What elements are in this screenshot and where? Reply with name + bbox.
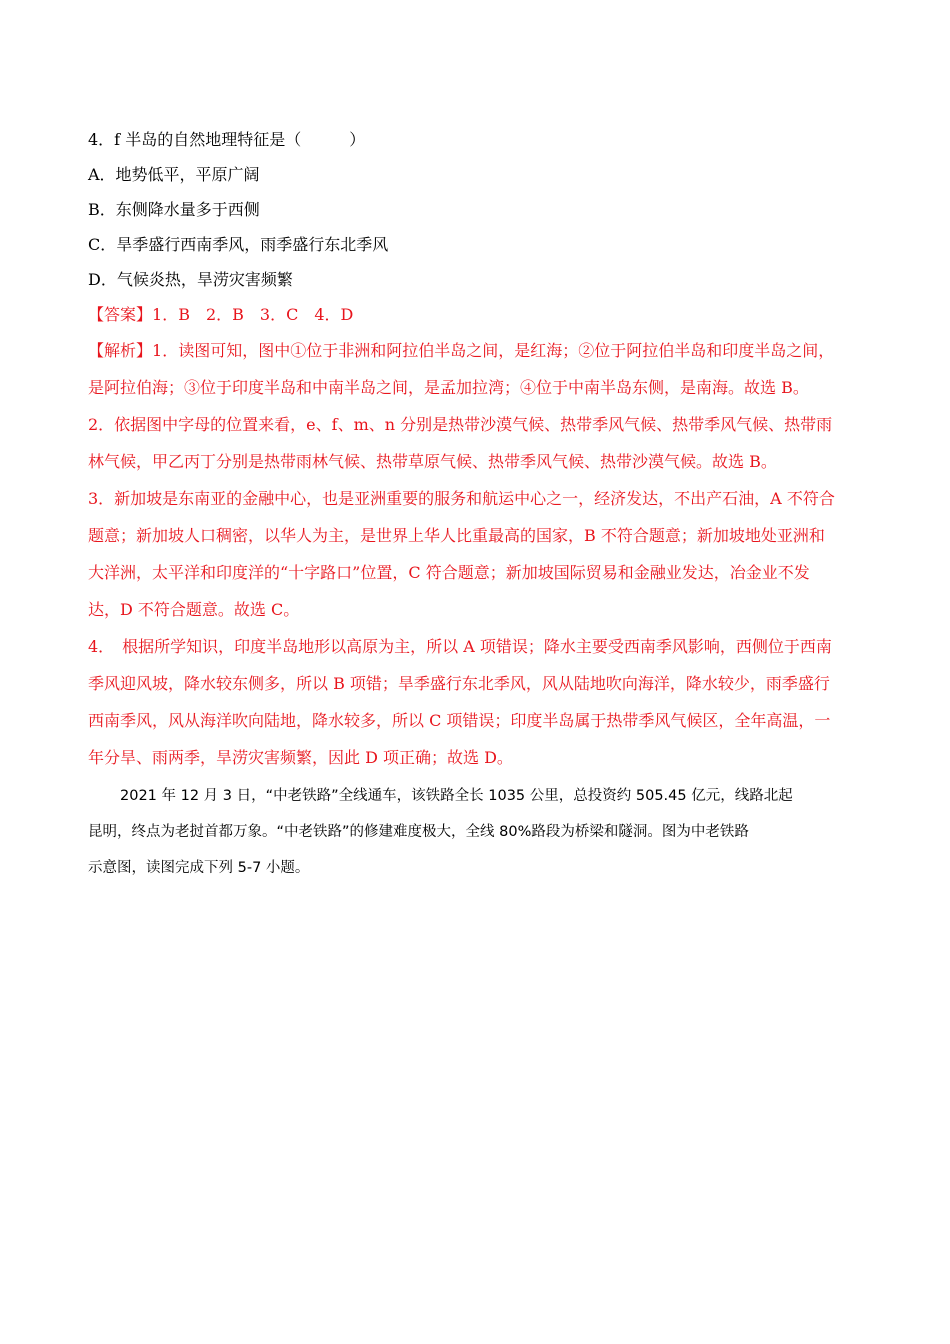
analysis-line-5: 3．新加坡是东南亚的金融中心，也是亚洲重要的服务和航运中心之一，经济发达，不出产石油，A 不符合 bbox=[88, 489, 835, 508]
analysis-line-8: 达，D 不符合题意。故选 C。 bbox=[88, 600, 300, 619]
answer-label: 【答案】 bbox=[88, 305, 153, 324]
answer-text: 1．B 2．B 3．C 4．D bbox=[152, 305, 354, 324]
analysis-line-1: 【解析】1．读图可知，图中①位于非洲和阿拉伯半岛之间，是红海；②位于阿拉伯半岛和印度半岛之间， bbox=[88, 341, 835, 360]
analysis-line-3: 2．依据图中字母的位置来看，e、f、m、n 分别是热带沙漠气候、热带季风气候、热带季风气候、热带雨 bbox=[88, 415, 833, 434]
analysis-line-2: 是阿拉伯海；③位于印度半岛和中南半岛之间，是孟加拉湾；④位于中南半岛东侧，是南海。故选 B。 bbox=[88, 378, 809, 397]
analysis-line-12: 年分旱、雨两季，旱涝灾害频繁，因此 D 项正确；故选 D。 bbox=[88, 748, 513, 767]
question-4-stem: 4．f 半岛的自然地理特征是（ ） bbox=[88, 130, 366, 149]
question-4-option-b: B．东侧降水量多于西侧 bbox=[88, 200, 260, 219]
analysis-label: 【解析】 bbox=[88, 341, 153, 360]
analysis-line-7: 大洋洲，太平洋和印度洋的“十字路口”位置，C 符合题意；新加坡国际贸易和金融业发达，冶金业不发 bbox=[88, 563, 810, 582]
analysis-line-4: 林气候，甲乙丙丁分别是热带雨林气候、热带草原气候、热带季风气候、热带沙漠气候。故选 B。 bbox=[88, 452, 777, 471]
answer-line bbox=[88, 297, 868, 332]
question-4-option-d: D．气候炎热，旱涝灾害频繁 bbox=[88, 270, 293, 289]
material-line-3: 示意图，读图完成下列 5-7 小题。 bbox=[88, 860, 310, 876]
analysis-line-6: 题意；新加坡人口稠密，以华人为主，是世界上华人比重最高的国家，B 不符合题意；新加坡地处亚洲和 bbox=[88, 526, 825, 545]
question-4-option-a: A．地势低平，平原广阔 bbox=[88, 165, 260, 184]
question-4-option-c: C．旱季盛行西南季风，雨季盛行东北季风 bbox=[88, 235, 389, 254]
analysis-line-9: 4． 根据所学知识，印度半岛地形以高原为主，所以 A 项错误；降水主要受西南季风影响，西侧位于西南 bbox=[88, 637, 832, 656]
material-line-1: 2021 年 12 月 3 日，“中老铁路”全线通车，该铁路全长 1035 公里，总投资约 505.45 亿元，线路北起 bbox=[120, 788, 793, 804]
analysis-line-10: 季风迎风坡，降水较东侧多，所以 B 项错；旱季盛行东北季风，风从陆地吹向海洋，降水较少，雨季盛行 bbox=[88, 674, 830, 693]
analysis-line-11: 西南季风，风从海洋吹向陆地，降水较多，所以 C 项错误；印度半岛属于热带季风气候区，全年高温，一 bbox=[88, 711, 831, 730]
material-line-2: 昆明，终点为老挝首都万象。“中老铁路”的修建难度极大，全线 80%路段为桥梁和隧洞。图为中老铁路 bbox=[88, 824, 749, 840]
document-content bbox=[88, 122, 868, 886]
